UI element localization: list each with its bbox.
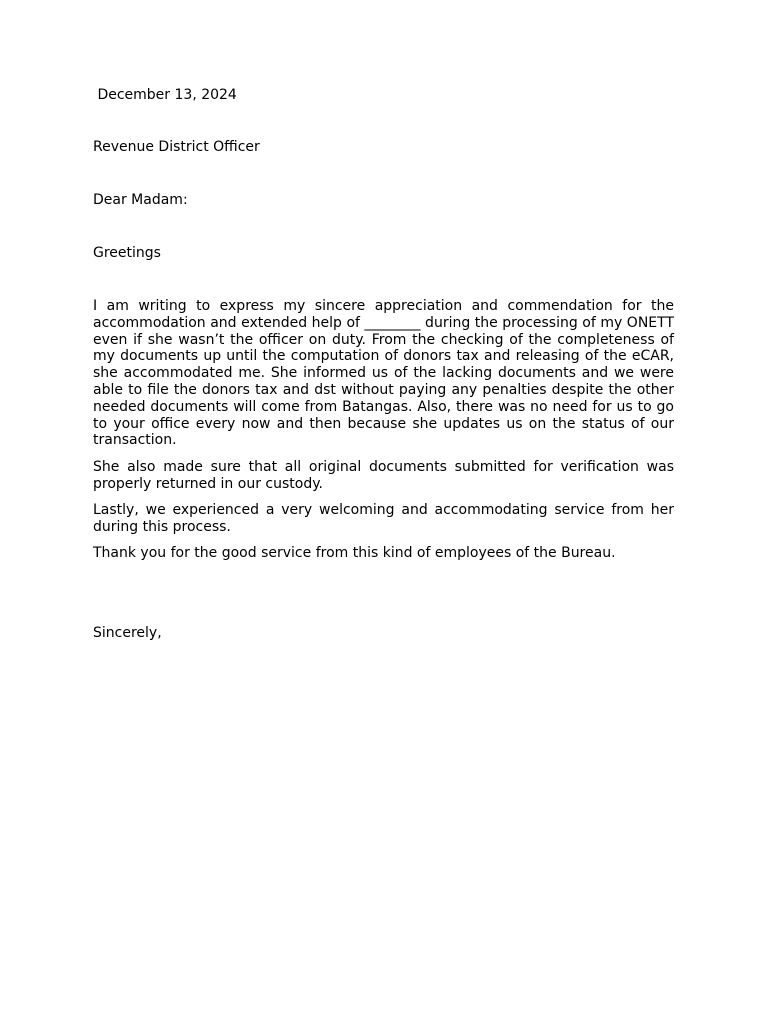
body-paragraph-documents: She also made sure that all original documents submitted for verification was properly returned in our custody. xyxy=(93,459,674,492)
salutation: Dear Madam: xyxy=(93,192,188,208)
body-paragraph-appreciation: I am writing to express my sincere appreciation and commendation for the accommodation and extended help of ________ during the processing of my ONETT even if she wasn’t the officer on duty. From the checking of the completeness of my documents up until the computation of donors tax and releasing of the eCAR, she accommodated me. She informed us of the lacking documents and we were able to file the donors tax and dst without paying any penalties despite the other needed documents will come from Batangas. Also, there was no need for us to go to your office every now and then because she updates us on the status of our transaction. xyxy=(93,298,674,449)
body-paragraph-thanks: Thank you for the good service from this kind of employees of the Bureau. xyxy=(93,545,616,561)
closing: Sincerely, xyxy=(93,625,162,641)
greeting: Greetings xyxy=(93,245,161,261)
letter-date: December 13, 2024 xyxy=(93,87,237,103)
recipient-line: Revenue District Officer xyxy=(93,139,260,155)
body-paragraph-service: Lastly, we experienced a very welcoming and accommodating service from her during this process. xyxy=(93,502,674,535)
